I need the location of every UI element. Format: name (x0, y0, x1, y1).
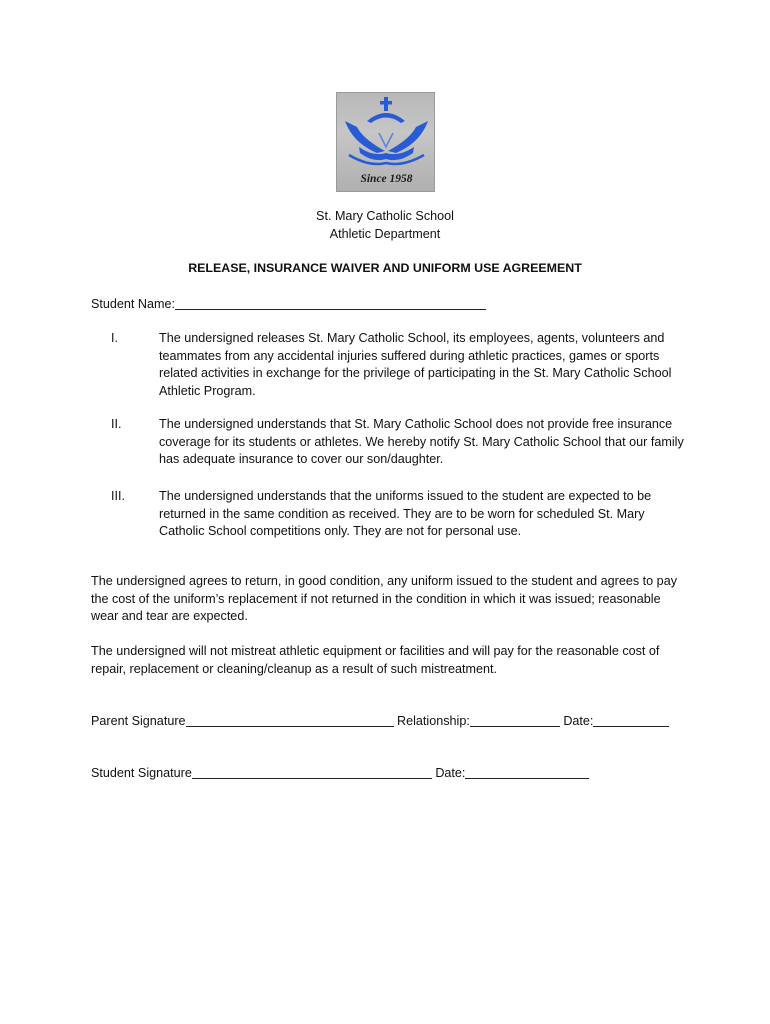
item-text: The undersigned understands that the uniforms issued to the student are expected to be returned in the same condition as received. They are to be worn for scheduled St. Mary Catholic School competitions only. They are not for personal use. (159, 489, 652, 538)
logo-caption: Since 1958 (360, 173, 413, 185)
item-text: The undersigned releases St. Mary Catholic School, its employees, agents, volunteers and teammates from any accidental injuries suffered during athletic practices, games or sports related activities in exchange for the privilege of participating in the St. Mary Catholic School Athletic Program. (159, 331, 672, 398)
school-name: St. Mary Catholic School (316, 209, 454, 223)
student-signature-label: Student Signature (91, 766, 192, 780)
parent-signature-line[interactable] (186, 713, 394, 727)
parent-signature-row (91, 713, 669, 731)
item-number: II. (111, 417, 122, 431)
student-name-field (91, 296, 486, 314)
item-number: III. (111, 489, 125, 503)
relationship-label: Relationship: (397, 714, 470, 728)
department-name: Athletic Department (329, 227, 441, 241)
paragraph-uniform-return: The undersigned agrees to return, in good condition, any uniform issued to the student and agrees to pay the cost of the uniform’s replacement if not returned in the condition in which it was issued; reasonable wear and tear are expected. (91, 574, 677, 623)
document-title: RELEASE, INSURANCE WAIVER AND UNIFORM USE AGREEMENT (188, 261, 582, 275)
student-signature-row (91, 765, 589, 783)
item-number: I. (111, 331, 118, 345)
student-signature-line[interactable] (192, 765, 432, 779)
student-date-line[interactable] (465, 765, 589, 779)
student-date-label: Date: (435, 766, 466, 780)
relationship-line[interactable] (470, 713, 560, 727)
parent-date-line[interactable] (593, 713, 669, 727)
paragraph-equipment: The undersigned will not mistreat athletic equipment or facilities and will pay for the reasonable cost of repair, replacement or cleaning/cleanup as a result of such mistreatment. (91, 644, 660, 676)
item-text: The undersigned understands that St. Mary Catholic School does not provide free insurance coverage for its students or athletes. We hereby notify St. Mary Catholic School that our family has adequate insurance to cover our son/daughter. (159, 417, 684, 466)
parent-signature-label: Parent Signature (91, 714, 186, 728)
student-name-label: Student Name: (91, 297, 176, 311)
parent-date-label: Date: (563, 714, 594, 728)
student-name-input-line[interactable] (175, 296, 486, 310)
school-logo (336, 92, 435, 192)
